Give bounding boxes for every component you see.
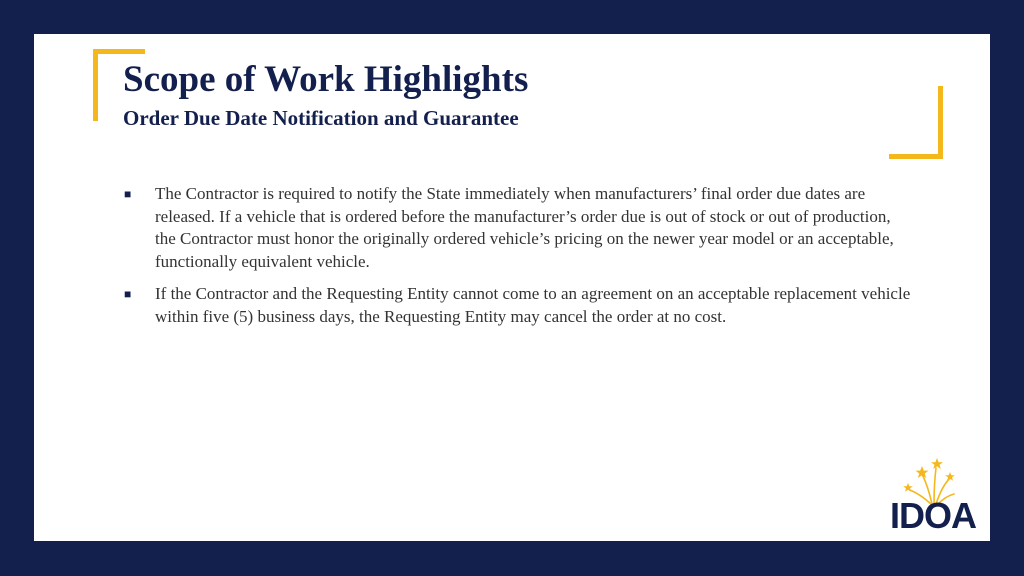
list-item [123, 283, 913, 328]
bullet-text: If the Contractor and the Requesting Entity cannot come to an agreement on an acceptable replacement vehicle within five (5) business days, the Requesting Entity may cancel the order at no cost. [155, 284, 911, 326]
logo-text: IDOA [890, 495, 976, 536]
page-subtitle: Order Due Date Notification and Guarantee [123, 106, 519, 130]
square-bullet-icon: ■ [124, 287, 132, 301]
square-bullet-icon: ■ [124, 187, 132, 201]
list-item [123, 183, 913, 273]
page-title: Scope of Work Highlights [123, 59, 529, 100]
bottom-right-bracket-decoration [889, 86, 943, 159]
bullet-list [123, 183, 913, 338]
idoa-logo [888, 456, 980, 534]
bullet-text: The Contractor is required to notify the State immediately when manufacturers’ final order due dates are released. If a vehicle that is ordered before the manufacturer’s order due is out of stock or out of production, the Contractor must honor the originally ordered vehicle’s pricing on the newer year model or an acceptable, functionally equivalent vehicle. [155, 184, 894, 271]
